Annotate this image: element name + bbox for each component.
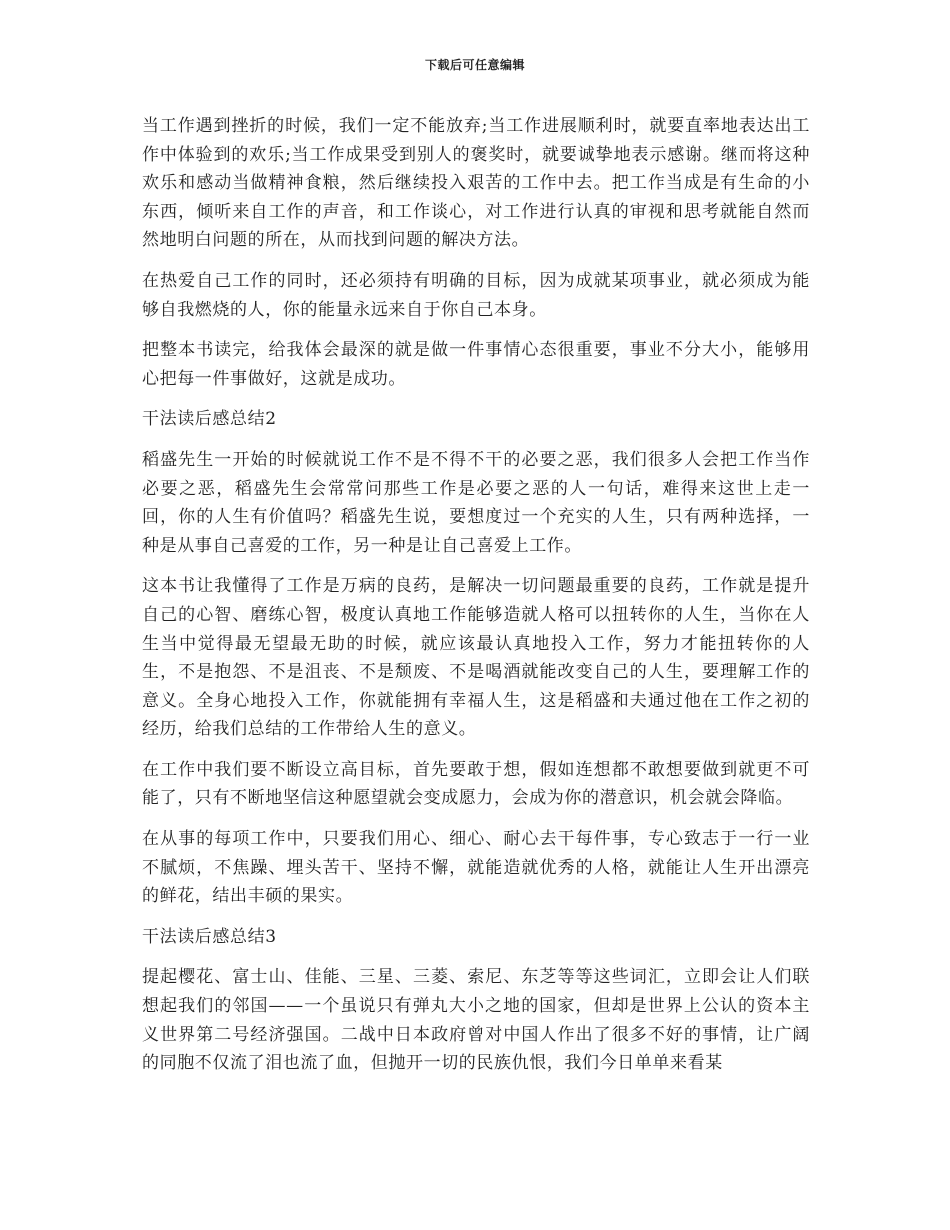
paragraph-8: 提起樱花、富士山、佳能、三星、三菱、索尼、东芝等等这些词汇，立即会让人们联想起我们的邻国——一个虽说只有弹丸大小之地的国家，但却是世界上公认的资本主义世界第二号经济强国。二战中日本政府曾对中国人作出了很多不好的事情，让广阔的同胞不仅流了泪也流了血，但抛开一切的民族仇恨，我们今日单单来看某 — [142, 967, 810, 1074]
paragraph-1: 当工作遇到挫折的时候，我们一定不能放弃;当工作进展顺利时，就要直率地表达出工作中体验到的欢乐;当工作成果受到别人的褒奖时，就要诚挚地表示感谢。继而将这种欢乐和感动当做精神食粮，然后继续投入艰苦的工作中去。把工作当成是有生命的小东西，倾听来自工作的声音，和工作谈心，对工作进行认真的审视和思考就能自然而然地明白问题的所在，从而找到问题的解决方法。 — [142, 116, 810, 251]
paragraph-5: 这本书让我懂得了工作是万病的良药，是解决一切问题最重要的良药，工作就是提升自己的心智、磨练心智，极度认真地工作能够造就人格可以扭转你的人生，当你在人生当中觉得最无望最无助的时候，就应该最认真地投入工作，努力才能扭转你的人生，不是抱怨、不是沮丧、不是颓废、不是喝酒就能改变自己的人生，要理解工作的意义。全身心地投入工作，你就能拥有幸福人生，这是稻盛和夫通过他在工作之初的经历，给我们总结的工作带给人生的意义。 — [142, 576, 810, 740]
section-title-2: 干法读后感总结2 — [142, 409, 277, 430]
section-title-3: 干法读后感总结3 — [142, 926, 277, 947]
paragraph-7: 在从事的每项工作中，只要我们用心、细心、耐心去干每件事，专心致志于一行一业不腻烦，不焦躁、埋头苦干、坚持不懈，就能造就优秀的人格，就能让人生开出漂亮的鲜花，结出丰硕的果实。 — [142, 829, 810, 907]
paragraph-3: 把整本书读完，给我体会最深的就是做一件事情心态很重要，事业不分大小，能够用心把每一件事做好，这就是成功。 — [142, 340, 810, 389]
paragraph-4: 稻盛先生一开始的时候就说工作不是不得不干的必要之恶，我们很多人会把工作当作必要之恶，稻盛先生会常常问那些工作是必要之恶的人一句话，难得来这世上走一回，你的人生有价值吗？稻盛先生说，要想度过一个充实的人生，只有两种选择，一种是从事自己喜爱的工作，另一种是让自己喜爱上工作。 — [142, 449, 810, 556]
document-body — [142, 112, 810, 1090]
page-header-note: 下载后可任意编辑 — [424, 58, 525, 72]
paragraph-6: 在工作中我们要不断设立高目标，首先要敢于想，假如连想都不敢想要做到就更不可能了，只有不断地坚信这种愿望就会变成愿力，会成为你的潜意识，机会就会降临。 — [142, 759, 810, 809]
paragraph-2: 在热爱自己工作的同时，还必须持有明确的目标，因为成就某项事业，就必须成为能够自我燃烧的人，你的能量永远来自于你自己本身。 — [142, 270, 810, 320]
